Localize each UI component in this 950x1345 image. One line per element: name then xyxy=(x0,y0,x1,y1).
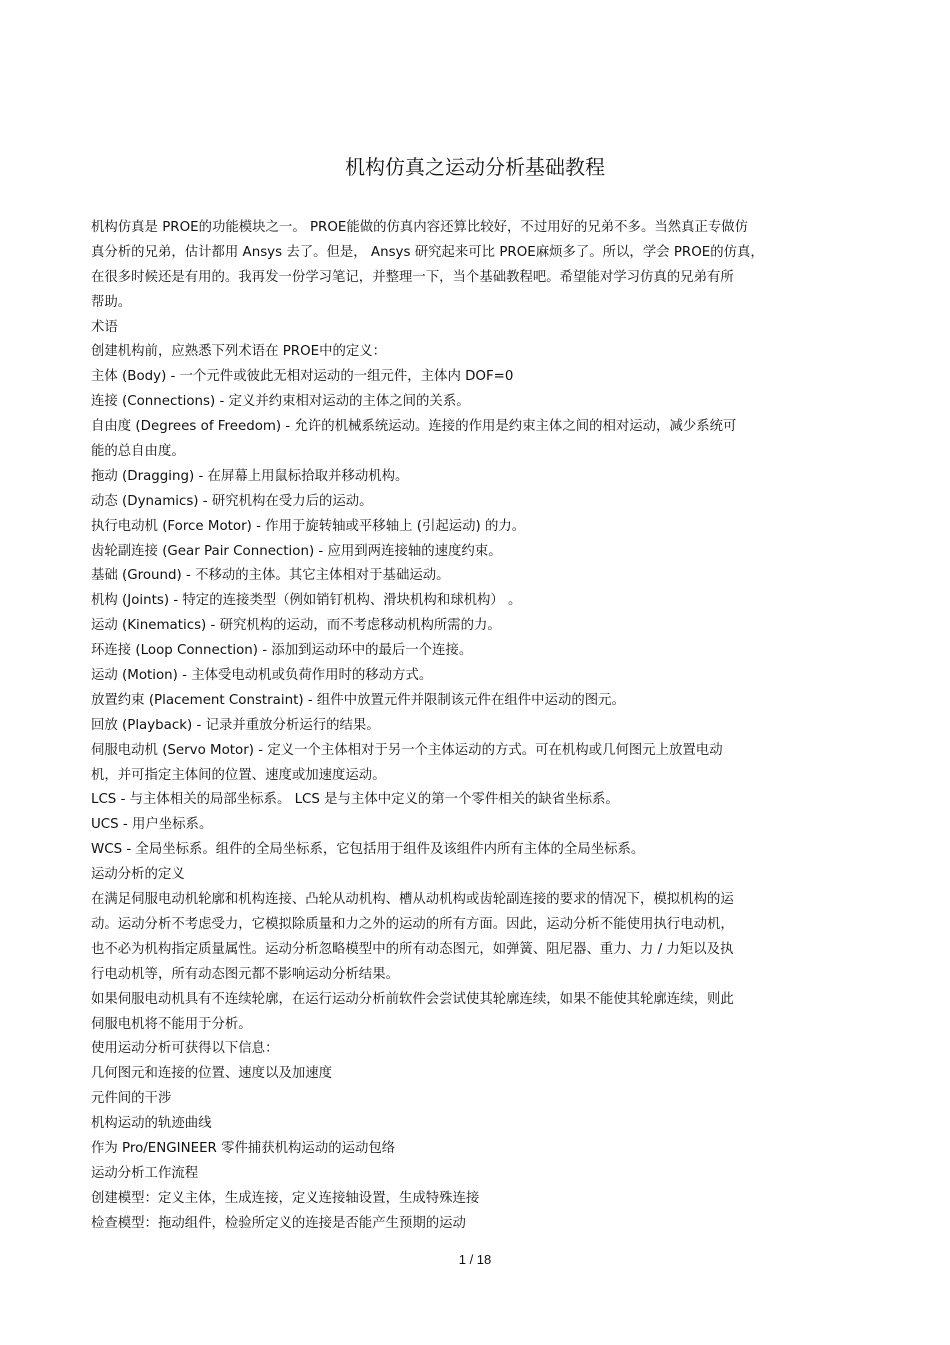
term-definition: 回放 (Playback) - 记录并重放分析运行的结果。 xyxy=(91,717,380,733)
term-definition: 连接 (Connections) - 定义并约束相对运动的主体之间的关系。 xyxy=(91,394,470,410)
term-definition: 拖动 (Dragging) - 在屏幕上用鼠标拾取并移动机构。 xyxy=(91,468,409,484)
document-body xyxy=(91,216,891,1237)
list-item: 几何图元和连接的位置、速度以及加速度 xyxy=(91,1066,333,1082)
section-heading: 运动分析工作流程 xyxy=(91,1165,199,1181)
term-definition: 环连接 (Loop Connection) - 添加到运动环中的最后一个连接。 xyxy=(91,643,473,659)
term-definition: 齿轮副连接 (Gear Pair Connection) - 应用到两连接轴的速度约束。 xyxy=(91,543,502,559)
term-definition: 自由度 (Degrees of Freedom) - 允许的机械系统运动。连接的作用是约束主体之间的相对运动，减少系统可 xyxy=(91,419,737,435)
text-line: 行电动机等，所有动态图元都不影响运动分析结果。 xyxy=(91,966,399,982)
list-item: 机构运动的轨迹曲线 xyxy=(91,1116,212,1132)
term-definition: WCS - 全局坐标系。组件的全局坐标系，它包括用于组件及该组件内所有主体的全局坐标系。 xyxy=(91,842,645,858)
term-definition: 基础 (Ground) - 不移动的主体。其它主体相对于基础运动。 xyxy=(91,568,450,584)
text-line: 动。运动分析不考虑受力，它模拟除质量和力之外的运动的所有方面。因此，运动分析不能使用执行电动机， xyxy=(91,916,734,932)
term-definition: 执行电动机 (Force Motor) - 作用于旋转轴或平移轴上 (引起运动) 的力。 xyxy=(91,518,526,534)
list-item: 检查模型：拖动组件，检验所定义的连接是否能产生预期的运动 xyxy=(91,1215,466,1231)
text-line: 真分析的兄弟，估计都用 Ansys 去了。但是， Ansys 研究起来可比 PROE麻烦多了。所以，学会 PROE的仿真， xyxy=(91,244,764,260)
term-definition: 动态 (Dynamics) - 研究机构在受力后的运动。 xyxy=(91,493,373,509)
term-definition: UCS - 用户坐标系。 xyxy=(91,817,213,833)
term-definition: 伺服电动机 (Servo Motor) - 定义一个主体相对于另一个主体运动的方式。可在机构或几何图元上放置电动 xyxy=(91,742,723,758)
list-item: 元件间的干涉 xyxy=(91,1091,172,1107)
text-line: 伺服电机将不能用于分析。 xyxy=(91,1016,252,1032)
text-line: 创建机构前，应熟悉下列术语在 PROE中的定义： xyxy=(91,344,387,360)
page-number: 1 / 18 xyxy=(458,1252,492,1267)
text-line: 帮助。 xyxy=(91,294,132,310)
term-definition: 主体 (Body) - 一个元件或彼此无相对运动的一组元件，主体内 DOF=0 xyxy=(91,369,514,385)
term-definition: 能的总自由度。 xyxy=(91,444,185,460)
term-definition: 放置约束 (Placement Constraint) - 组件中放置元件并限制该元件在组件中运动的图元。 xyxy=(91,692,625,708)
text-line: 在满足伺服电动机轮廓和机构连接、凸轮从动机构、槽从动机构或齿轮副连接的要求的情况下，模拟机构的运 xyxy=(91,892,734,908)
term-definition: 运动 (Kinematics) - 研究机构的运动，而不考虑移动机构所需的力。 xyxy=(91,618,501,634)
section-heading: 术语 xyxy=(91,319,118,335)
list-item: 创建模型：定义主体，生成连接，定义连接轴设置，生成特殊连接 xyxy=(91,1190,480,1206)
term-definition: LCS - 与主体相关的局部坐标系。 LCS 是与主体中定义的第一个零件相关的缺省坐标系。 xyxy=(91,792,619,808)
term-definition: 运动 (Motion) - 主体受电动机或负荷作用时的移动方式。 xyxy=(91,668,433,684)
text-line: 如果伺服电动机具有不连续轮廓，在运行运动分析前软件会尝试使其轮廓连续，如果不能使其轮廓连续，则此 xyxy=(91,991,734,1007)
text-line: 使用运动分析可获得以下信息： xyxy=(91,1041,279,1057)
section-heading: 运动分析的定义 xyxy=(91,867,185,883)
term-definition: 机构 (Joints) - 特定的连接类型（例如销钉机构、滑块机构和球机构） 。 xyxy=(91,593,522,609)
list-item: 作为 Pro/ENGINEER 零件捕获机构运动的运动包络 xyxy=(91,1140,396,1156)
text-line: 也不必为机构指定质量属性。运动分析忽略模型中的所有动态图元，如弹簧、阻尼器、重力、力 / 力矩以及执 xyxy=(91,941,734,957)
term-definition: 机，并可指定主体间的位置、速度或加速度运动。 xyxy=(91,767,386,783)
page-title: 机构仿真之运动分析基础教程 xyxy=(345,155,605,179)
text-line: 机构仿真是 PROE的功能模块之一。 PROE能做的仿真内容还算比较好，不过用好的兄弟不多。当然真正专做仿 xyxy=(91,220,749,235)
text-line: 在很多时候还是有用的。我再发一份学习笔记，并整理一下，当个基础教程吧。希望能对学习仿真的兄弟有所 xyxy=(91,269,734,285)
